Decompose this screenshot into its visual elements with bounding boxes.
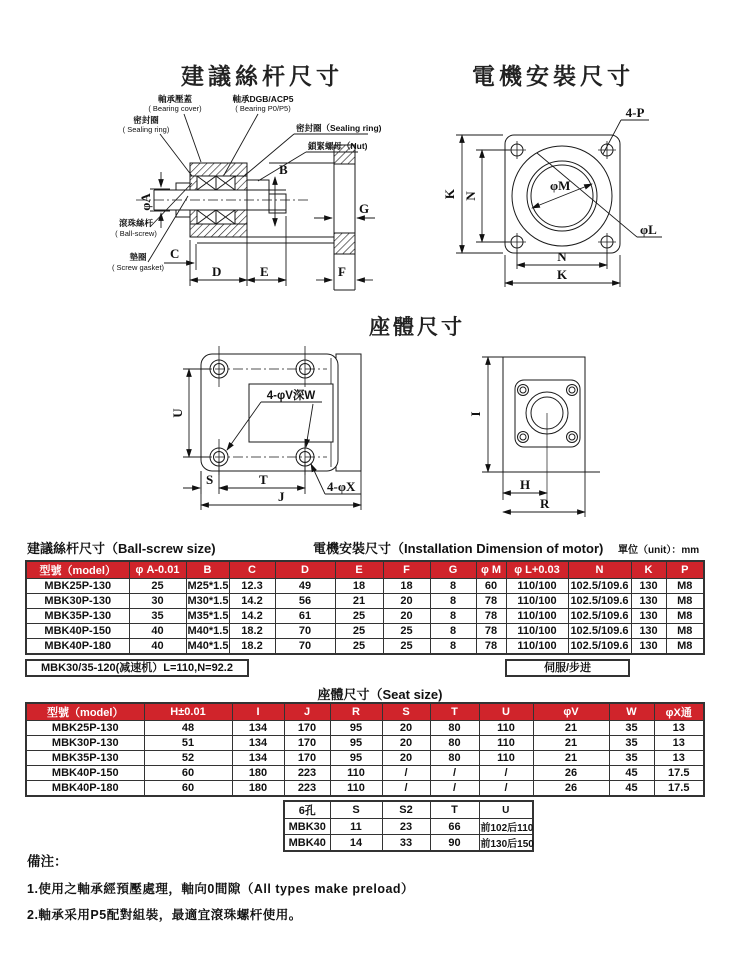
table-cell: 130 <box>631 609 666 624</box>
table-cell: 45 <box>609 766 654 781</box>
note-line-1: 1.使用之軸承經預壓處理，軸向0間隙（All types make preload） <box>27 882 415 896</box>
column-header: 型號（model） <box>26 703 144 721</box>
table-cell: M8 <box>666 609 704 624</box>
table-cell: 40 <box>129 639 186 654</box>
table-cell: 110/100 <box>506 579 568 594</box>
table-cell: 8 <box>430 609 476 624</box>
table-cell: 13 <box>654 721 704 736</box>
dim-U: U <box>170 408 185 418</box>
table-cell: 40 <box>129 624 186 639</box>
table-row <box>26 721 704 736</box>
table-cell: 前102后110 <box>479 819 533 835</box>
table-cell: 20 <box>383 609 430 624</box>
table-cell: M8 <box>666 579 704 594</box>
table-cell: 25 <box>383 639 430 654</box>
table-cell: 56 <box>275 594 335 609</box>
table-cell: 13 <box>654 736 704 751</box>
bearing-cover-label-en: ( Bearing cover) <box>148 104 202 113</box>
bearing-label-en: ( Bearing P0/P5) <box>235 104 291 113</box>
dim-E: E <box>260 264 269 279</box>
table-cell: 95 <box>330 736 382 751</box>
table-cell: 21 <box>533 751 609 766</box>
table-cell: 110 <box>330 766 382 781</box>
column-header: D <box>275 561 335 579</box>
dim-N-left: N <box>463 191 478 201</box>
table-cell: 18 <box>383 579 430 594</box>
dim-H: H <box>520 477 531 492</box>
dim-S: S <box>206 472 214 487</box>
ballscrew-drawing <box>100 86 440 321</box>
table-cell: 130 <box>631 639 666 654</box>
table-cell: MBK40 <box>284 835 330 852</box>
table-cell: 30 <box>129 594 186 609</box>
column-header: φV <box>533 703 609 721</box>
table1-caption-center: 電機安裝尺寸（Installation Dimension of motor) <box>313 541 604 556</box>
table-cell: 35 <box>609 751 654 766</box>
column-header: G <box>430 561 476 579</box>
table-cell: MBK25P-130 <box>26 579 129 594</box>
sealing-ring-left-label-en: ( Sealing ring) <box>122 125 170 134</box>
table-cell: 14 <box>330 835 382 852</box>
table-cell: M8 <box>666 639 704 654</box>
ballscrew-geometry <box>136 145 355 290</box>
dim-4phiV-depth-W: 4-φV深W <box>266 390 316 402</box>
gasket-label-en: ( Screw gasket) <box>111 263 165 272</box>
header-row <box>284 801 533 819</box>
table-cell: MBK25P-130 <box>26 721 144 736</box>
table-cell: 17.5 <box>654 766 704 781</box>
column-header: P <box>666 561 704 579</box>
table-cell: 35 <box>609 736 654 751</box>
dim-phiA: φA <box>138 193 153 211</box>
table-cell: 170 <box>284 736 330 751</box>
dim-J: J <box>278 489 285 504</box>
table-cell: 134 <box>232 751 284 766</box>
table-cell: 110/100 <box>506 624 568 639</box>
table-cell: 102.5/109.6 <box>568 624 631 639</box>
table-cell: 25 <box>335 609 383 624</box>
table-row <box>26 781 704 796</box>
table-cell: M30*1.5 <box>187 595 229 607</box>
table-cell: / <box>479 766 533 781</box>
table-cell: 66 <box>430 819 479 835</box>
column-header: W <box>609 703 654 721</box>
table-cell: 102.5/109.6 <box>568 594 631 609</box>
table-cell: 25 <box>335 624 383 639</box>
table-cell: 51 <box>144 736 232 751</box>
dim-phiL: φL <box>640 222 657 237</box>
table-cell: 33 <box>382 835 430 852</box>
table-row <box>26 609 704 624</box>
table-cell: 26 <box>533 766 609 781</box>
table-cell: / <box>382 766 430 781</box>
note-line-2: 2.軸承采用P5配對組裝，最適宜滾珠螺杆使用。 <box>27 908 302 922</box>
seat-side-drawing <box>468 342 643 527</box>
dim-G: G <box>359 201 370 216</box>
table-cell: 180 <box>232 766 284 781</box>
table-cell: MBK40P-180 <box>26 639 129 654</box>
bearing-cover-label: 軸承壓蓋 <box>157 94 193 104</box>
table-cell: 180 <box>232 781 284 796</box>
table-cell: 80 <box>430 721 479 736</box>
dim-R: R <box>540 496 550 511</box>
column-header: φ A-0.01 <box>129 561 186 579</box>
column-header: K <box>631 561 666 579</box>
table-cell: 17.5 <box>654 781 704 796</box>
motor-labels <box>442 105 657 282</box>
table-cell: 78 <box>476 624 506 639</box>
ballscrew-section-title: 建議絲杆尺寸 <box>181 63 343 89</box>
ballscrew-table <box>25 560 705 655</box>
table-cell: 102.5/109.6 <box>568 609 631 624</box>
table-cell: 110 <box>330 781 382 796</box>
dim-B: B <box>279 162 288 177</box>
table-cell: 21 <box>335 594 383 609</box>
sealing-ring-right-label: 密封圈（Sealing ring) <box>296 123 382 133</box>
table-row <box>26 594 704 609</box>
seat-side-geometry <box>482 357 600 472</box>
table-row <box>26 579 704 594</box>
column-header: R <box>330 703 382 721</box>
table-cell: M40*1.5 <box>187 625 229 637</box>
table-cell: 49 <box>275 579 335 594</box>
bearing-label: 軸承DGB/ACP5 <box>232 94 294 104</box>
table-cell: 48 <box>144 721 232 736</box>
ballscrew-label: 滾珠絲杆 <box>118 218 154 228</box>
table-cell: MBK30P-130 <box>26 736 144 751</box>
table1-footer-note: MBK30/35-120(减速机）L=110,N=92.2 <box>25 659 249 677</box>
dim-I: I <box>468 411 483 417</box>
table-row <box>284 835 533 852</box>
dim-F: F <box>338 264 346 279</box>
table-cell: 110 <box>479 721 533 736</box>
dim-4P: 4-P <box>625 105 645 120</box>
table-cell: 70 <box>275 624 335 639</box>
column-header: 6孔 <box>284 801 330 819</box>
column-header: S2 <box>382 801 430 819</box>
column-header: φ L+0.03 <box>506 561 568 579</box>
table-cell: 14.2 <box>229 609 275 624</box>
table-cell: / <box>430 781 479 796</box>
notes-title: 備注： <box>27 854 68 869</box>
column-header: N <box>568 561 631 579</box>
dim-4phiX: 4-φX <box>327 479 356 494</box>
table-cell: 170 <box>284 721 330 736</box>
dim-K-left: K <box>442 188 457 200</box>
table-cell: 110/100 <box>506 594 568 609</box>
table-cell: 25 <box>383 624 430 639</box>
table-cell: 8 <box>430 594 476 609</box>
motor-geometry <box>505 135 620 253</box>
table-cell: 60 <box>144 781 232 796</box>
table-cell: 23 <box>382 819 430 835</box>
column-header: 型號（model） <box>26 561 129 579</box>
table-cell: 95 <box>330 721 382 736</box>
table-cell: / <box>382 781 430 796</box>
table-cell: 95 <box>330 751 382 766</box>
column-header: C <box>229 561 275 579</box>
table-cell: M35*1.5 <box>187 610 229 622</box>
table-cell: 52 <box>144 751 232 766</box>
seat-front-drawing <box>170 342 380 524</box>
table-cell: 8 <box>430 579 476 594</box>
column-header: H±0.01 <box>144 703 232 721</box>
table-row <box>26 736 704 751</box>
ballscrew-label-en: ( Ball-screw) <box>115 229 157 238</box>
dim-K-bottom: K <box>556 267 568 282</box>
motor-section-title: 電機安裝尺寸 <box>472 63 634 89</box>
table-cell: 170 <box>284 751 330 766</box>
table-cell: 60 <box>144 766 232 781</box>
table-cell: M8 <box>666 624 704 639</box>
table-cell: 130 <box>631 624 666 639</box>
column-header: U <box>479 703 533 721</box>
gasket-label: 墊圈 <box>129 252 147 262</box>
table-cell: M8 <box>666 594 704 609</box>
table-cell: 18.2 <box>229 639 275 654</box>
column-header: I <box>232 703 284 721</box>
table-cell: 14.2 <box>229 594 275 609</box>
table-cell: 26 <box>533 781 609 796</box>
dim-T: T <box>259 472 268 487</box>
table-cell: 134 <box>232 736 284 751</box>
table-row <box>26 751 704 766</box>
column-header: B <box>186 561 229 579</box>
column-header: T <box>430 801 479 819</box>
column-header: T <box>430 703 479 721</box>
table-cell: M40*1.5 <box>187 639 229 652</box>
table-cell: 20 <box>382 751 430 766</box>
sealing-ring-left-label: 密封圈 <box>133 115 159 125</box>
column-header: J <box>284 703 330 721</box>
table-cell: MBK35P-130 <box>26 751 144 766</box>
table-cell: 20 <box>383 594 430 609</box>
column-header: S <box>382 703 430 721</box>
lock-nut-label: 鎖緊螺母（Nut) <box>308 141 368 151</box>
ballscrew-dimension-lines <box>148 114 375 286</box>
table-cell: 25 <box>129 579 186 594</box>
table-cell: 35 <box>609 721 654 736</box>
table-cell: 102.5/109.6 <box>568 579 631 594</box>
seat-front-geometry <box>197 346 361 475</box>
table-cell: 18.2 <box>229 624 275 639</box>
dim-D: D <box>212 264 222 279</box>
dim-N-bottom: N <box>557 249 567 264</box>
table-cell: / <box>479 781 533 796</box>
table-cell: 8 <box>430 639 476 654</box>
table-row <box>26 639 704 654</box>
table-cell: 110 <box>479 751 533 766</box>
header-row <box>26 703 704 721</box>
column-header: φX通 <box>654 703 704 721</box>
unit-note: 單位（unit）：mm <box>618 545 700 556</box>
table-cell: 130 <box>631 579 666 594</box>
table-cell: 8 <box>430 624 476 639</box>
table-cell: 80 <box>430 751 479 766</box>
table-cell: 223 <box>284 766 330 781</box>
table-cell: 110 <box>479 736 533 751</box>
seat-section-title: 座體尺寸 <box>369 316 465 339</box>
table-cell: MBK40P-150 <box>26 624 129 639</box>
notes-block <box>27 850 414 931</box>
table-cell: MBK30 <box>284 819 330 835</box>
table-cell: MBK35P-130 <box>26 609 129 624</box>
table-cell: 110/100 <box>506 609 568 624</box>
table-cell: 21 <box>533 736 609 751</box>
table-row <box>26 766 704 781</box>
table-cell: 61 <box>275 609 335 624</box>
column-header: E <box>335 561 383 579</box>
dim-phiM: φM <box>550 178 571 193</box>
table-cell: 前130后150 <box>479 835 533 852</box>
table-cell: 11 <box>330 819 382 835</box>
header-row <box>26 561 704 579</box>
column-header: F <box>383 561 430 579</box>
table-cell: 21 <box>533 721 609 736</box>
table-cell: M25*1.5 <box>187 580 229 592</box>
table-cell: 70 <box>275 639 335 654</box>
table-cell: 13 <box>654 751 704 766</box>
table-cell: 80 <box>430 736 479 751</box>
table-cell: MBK40P-180 <box>26 781 144 796</box>
table-cell: 25 <box>335 639 383 654</box>
table-row <box>26 624 704 639</box>
table-cell: 18 <box>335 579 383 594</box>
table1-footer-servo: 伺服/步进 <box>505 659 630 677</box>
table-cell: 35 <box>129 609 186 624</box>
table-cell: 102.5/109.6 <box>568 639 631 654</box>
table-cell: 223 <box>284 781 330 796</box>
table-cell: 90 <box>430 835 479 852</box>
table-cell: 78 <box>476 594 506 609</box>
dim-C: C <box>170 246 180 261</box>
table-cell: 20 <box>382 721 430 736</box>
table-cell: 134 <box>232 721 284 736</box>
table-cell: 110/100 <box>506 639 568 654</box>
table-cell: 60 <box>476 579 506 594</box>
column-header: φ M <box>476 561 506 579</box>
column-header: U <box>479 801 533 819</box>
seat-table <box>25 702 705 797</box>
seat-subtable <box>283 800 534 852</box>
table-cell: 78 <box>476 639 506 654</box>
table-cell: MBK40P-150 <box>26 766 144 781</box>
table-cell: 12.3 <box>229 579 275 594</box>
table-cell: / <box>430 766 479 781</box>
table1-caption-left: 建議絲杆尺寸（Ball-screw size) <box>27 541 216 556</box>
column-header: S <box>330 801 382 819</box>
table-cell: 78 <box>476 609 506 624</box>
table-cell: 130 <box>631 594 666 609</box>
table-cell: MBK30P-130 <box>26 594 129 609</box>
table-row <box>284 819 533 835</box>
table-cell: 20 <box>382 736 430 751</box>
table-cell: 45 <box>609 781 654 796</box>
motor-flange-drawing <box>440 98 735 298</box>
table2-caption: 座體尺寸（Seat size) <box>317 687 443 702</box>
